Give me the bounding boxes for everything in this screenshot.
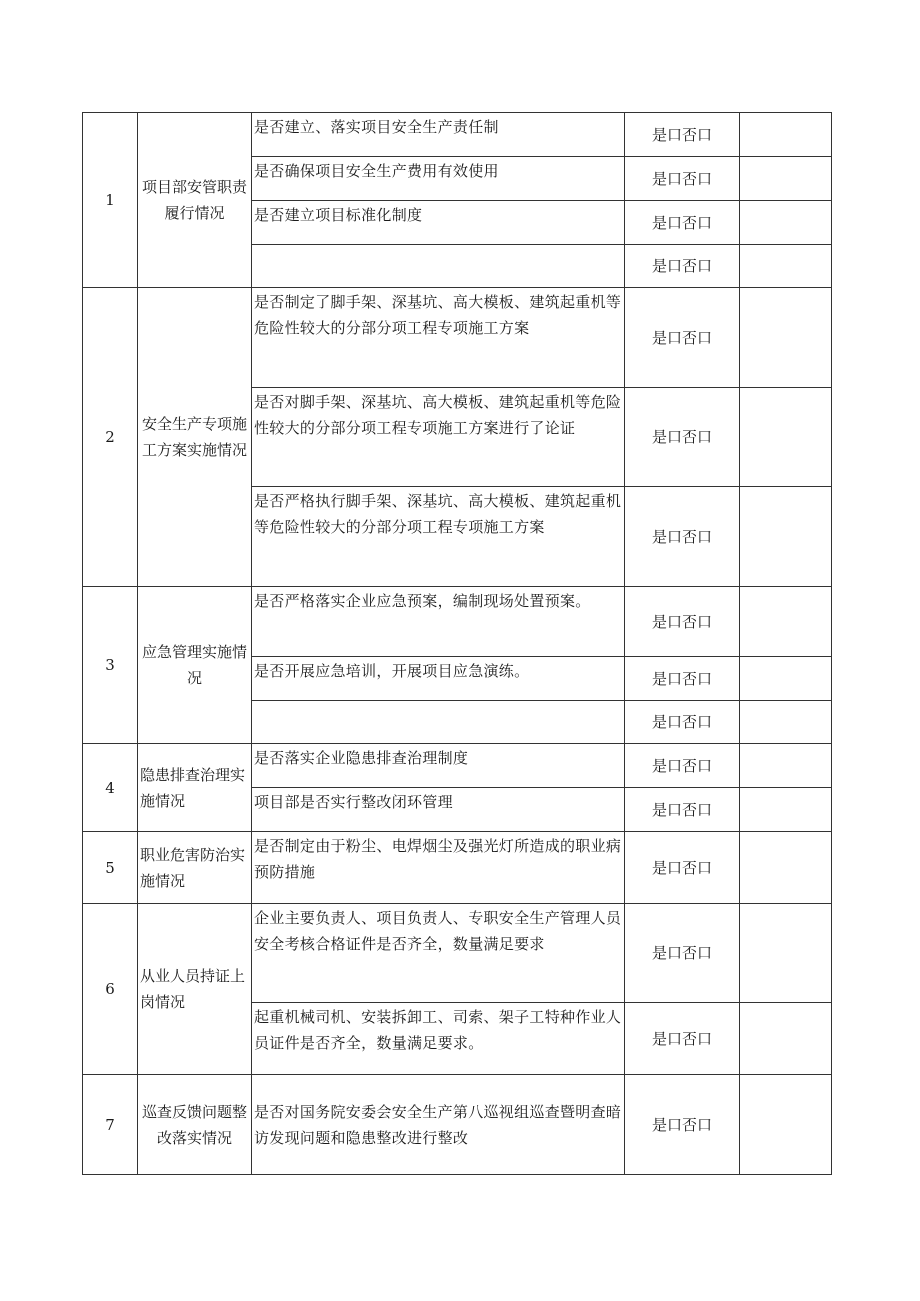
yes-no-option[interactable]: 是口否口 [625,157,740,201]
remarks-cell[interactable] [740,113,832,157]
table-row [83,1075,832,1175]
table-row [83,832,832,904]
remarks-cell[interactable] [740,388,832,487]
section-category: 从业人员持证上岗情况 [138,904,252,1075]
yes-no-option[interactable]: 是口否口 [625,201,740,245]
yes-no-option[interactable]: 是口否口 [625,788,740,832]
section-number: 7 [83,1075,138,1175]
check-item: 是否严格落实企业应急预案，编制现场处置预案。 [252,587,625,657]
table-row [83,288,832,388]
table-row [83,587,832,657]
section-number: 1 [83,113,138,288]
remarks-cell[interactable] [740,587,832,657]
section-category: 巡查反馈问题整改落实情况 [138,1075,252,1175]
remarks-cell[interactable] [740,788,832,832]
check-item: 是否制定由于粉尘、电焊烟尘及强光灯所造成的职业病预防措施 [252,832,625,904]
section-category: 应急管理实施情况 [138,587,252,744]
yes-no-option[interactable]: 是口否口 [625,288,740,388]
check-item: 企业主要负责人、项目负责人、专职安全生产管理人员安全考核合格证件是否齐全，数量满足要求 [252,904,625,1003]
section-category: 职业危害防治实施情况 [138,832,252,904]
table-row [83,744,832,788]
check-item: 是否开展应急培训，开展项目应急演练。 [252,657,625,701]
section-number: 4 [83,744,138,832]
yes-no-option[interactable]: 是口否口 [625,701,740,744]
check-item: 是否落实企业隐患排查治理制度 [252,744,625,788]
check-item: 是否对国务院安委会安全生产第八巡视组巡查暨明查暗访发现问题和隐患整改进行整改 [252,1075,625,1175]
check-item: 是否确保项目安全生产费用有效使用 [252,157,625,201]
check-item: 是否建立项目标准化制度 [252,201,625,245]
check-item [252,245,625,288]
yes-no-option[interactable]: 是口否口 [625,744,740,788]
yes-no-option[interactable]: 是口否口 [625,113,740,157]
section-number: 6 [83,904,138,1075]
section-category: 项目部安管职责履行情况 [138,113,252,288]
yes-no-option[interactable]: 是口否口 [625,245,740,288]
remarks-cell[interactable] [740,1003,832,1075]
check-item: 项目部是否实行整改闭环管理 [252,788,625,832]
check-item: 是否对脚手架、深基坑、高大模板、建筑起重机等危险性较大的分部分项工程专项施工方案进行了论证 [252,388,625,487]
yes-no-option[interactable]: 是口否口 [625,587,740,657]
remarks-cell[interactable] [740,201,832,245]
section-number: 3 [83,587,138,744]
safety-inspection-table [82,112,832,1175]
yes-no-option[interactable]: 是口否口 [625,904,740,1003]
remarks-cell[interactable] [740,701,832,744]
check-item: 起重机械司机、安装拆卸工、司索、架子工特种作业人员证件是否齐全，数量满足要求。 [252,1003,625,1075]
remarks-cell[interactable] [740,1075,832,1175]
remarks-cell[interactable] [740,832,832,904]
section-category: 隐患排查治理实施情况 [138,744,252,832]
remarks-cell[interactable] [740,744,832,788]
remarks-cell[interactable] [740,157,832,201]
check-item: 是否建立、落实项目安全生产责任制 [252,113,625,157]
section-number: 2 [83,288,138,587]
remarks-cell[interactable] [740,245,832,288]
section-number: 5 [83,832,138,904]
remarks-cell[interactable] [740,904,832,1003]
section-category: 安全生产专项施工方案实施情况 [138,288,252,587]
check-item: 是否制定了脚手架、深基坑、高大模板、建筑起重机等危险性较大的分部分项工程专项施工方案 [252,288,625,388]
yes-no-option[interactable]: 是口否口 [625,388,740,487]
yes-no-option[interactable]: 是口否口 [625,657,740,701]
remarks-cell[interactable] [740,487,832,587]
table-row [83,904,832,1003]
check-item [252,701,625,744]
yes-no-option[interactable]: 是口否口 [625,1075,740,1175]
table-row [83,113,832,157]
yes-no-option[interactable]: 是口否口 [625,832,740,904]
remarks-cell[interactable] [740,657,832,701]
yes-no-option[interactable]: 是口否口 [625,1003,740,1075]
yes-no-option[interactable]: 是口否口 [625,487,740,587]
remarks-cell[interactable] [740,288,832,388]
check-item: 是否严格执行脚手架、深基坑、高大模板、建筑起重机等危险性较大的分部分项工程专项施工方案 [252,487,625,587]
